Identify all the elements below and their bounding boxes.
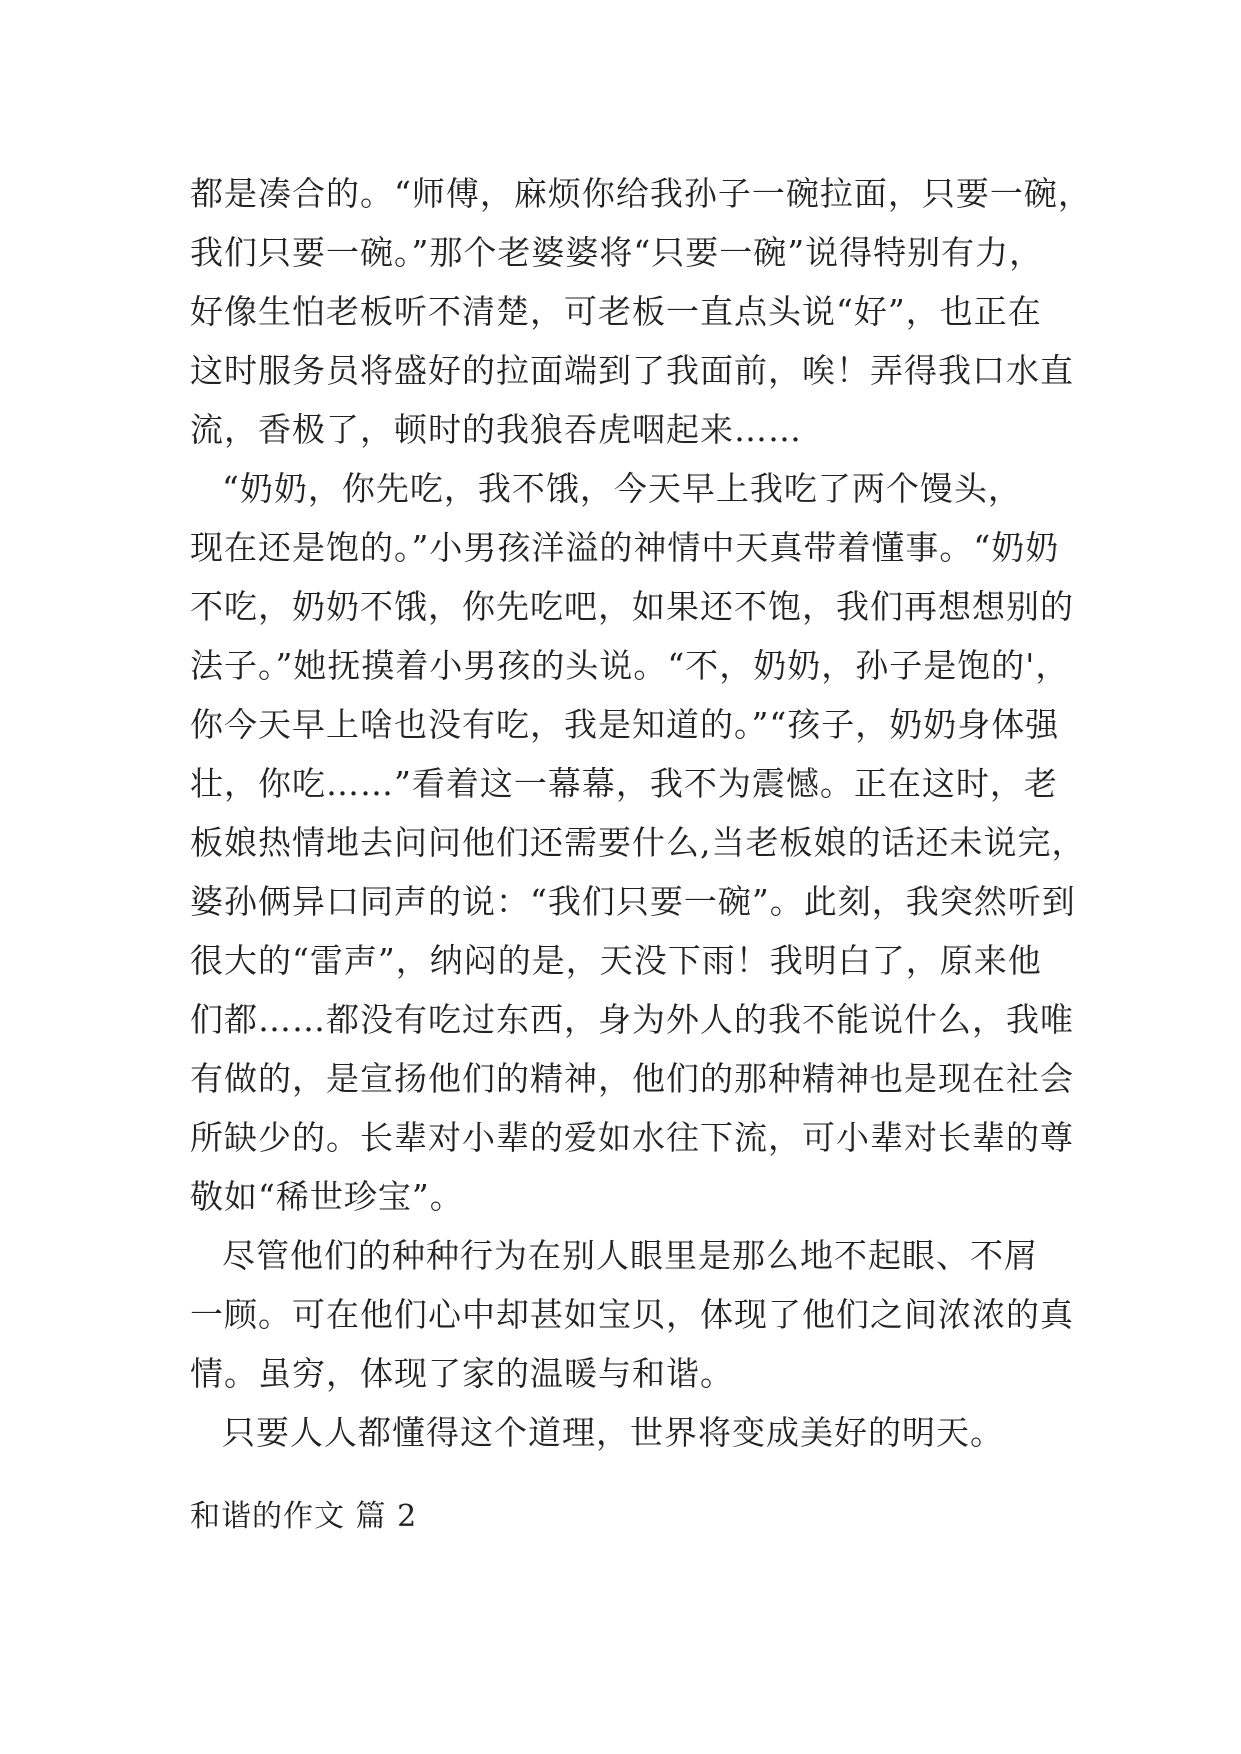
text-line: 流，香极了，顿时的我狼吞虎咽起来…… [190, 410, 802, 449]
paragraph [190, 459, 1086, 1226]
text-line: 很大的“雷声”，纳闷的是，天没下雨！我明白了，原来他 [190, 941, 1042, 980]
text-line: 尽管他们的种种行为在别人眼里是那么地不起眼、不屑 [222, 1236, 1038, 1275]
essay-body [190, 164, 1092, 1462]
text-line: 一顾。可在他们心中却甚如宝贝，体现了他们之间浓浓的真 [190, 1295, 1074, 1334]
text-line: 法子。”她抚摸着小男孩的头说。“不，奶奶，孙子是饱的'， [190, 646, 1070, 685]
text-line: 敬如“稀世珍宝”。 [190, 1177, 464, 1216]
text-line: 不吃，奶奶不饿，你先吃吧，如果还不饱，我们再想想别的 [190, 587, 1074, 626]
text-line: 都是凑合的。“师傅，麻烦你给我孙子一碗拉面，只要一碗， [190, 174, 1092, 213]
text-line: 只要人人都懂得这个道理，世界将变成美好的明天。 [222, 1413, 1004, 1452]
text-line: 们都……都没有吃过东西，身为外人的我不能说什么，我唯 [190, 1000, 1074, 1039]
text-line: 我们只要一碗。”那个老婆婆将“只要一碗”说得特别有力， [190, 233, 1044, 272]
text-line: “奶奶，你先吃，我不饿，今天早上我吃了两个馒头， [222, 469, 1022, 508]
section-heading: 和谐的作文 篇 2 [190, 1499, 418, 1534]
text-line: 这时服务员将盛好的拉面端到了我面前，唉！弄得我口水直 [190, 351, 1074, 390]
text-line: 板娘热情地去问问他们还需要什么,当老板娘的话还未说完， [190, 823, 1086, 862]
paragraph [190, 1226, 1074, 1403]
text-line: 有做的，是宣扬他们的精神，他们的那种精神也是现在社会 [190, 1059, 1074, 1098]
text-line: 壮，你吃……”看着这一幕幕，我不为震憾。正在这时，老 [190, 764, 1058, 803]
text-line: 现在还是饱的。”小男孩洋溢的神情中天真带着懂事。“奶奶 [190, 528, 1060, 567]
paragraph [190, 1403, 1070, 1462]
text-line: 婆孙俩异口同声的说：“我们只要一碗”。此刻，我突然听到 [190, 882, 1076, 921]
text-line: 情。虽穷，体现了家的温暖与和谐。 [190, 1354, 734, 1393]
paragraph [190, 164, 1092, 459]
text-line: 好像生怕老板听不清楚，可老板一直点头说“好”，也正在 [190, 292, 1042, 331]
text-line: 你今天早上啥也没有吃，我是知道的。”“孩子，奶奶身体强 [190, 705, 1060, 744]
text-line: 所缺少的。长辈对小辈的爱如水往下流，可小辈对长辈的尊 [190, 1118, 1074, 1157]
